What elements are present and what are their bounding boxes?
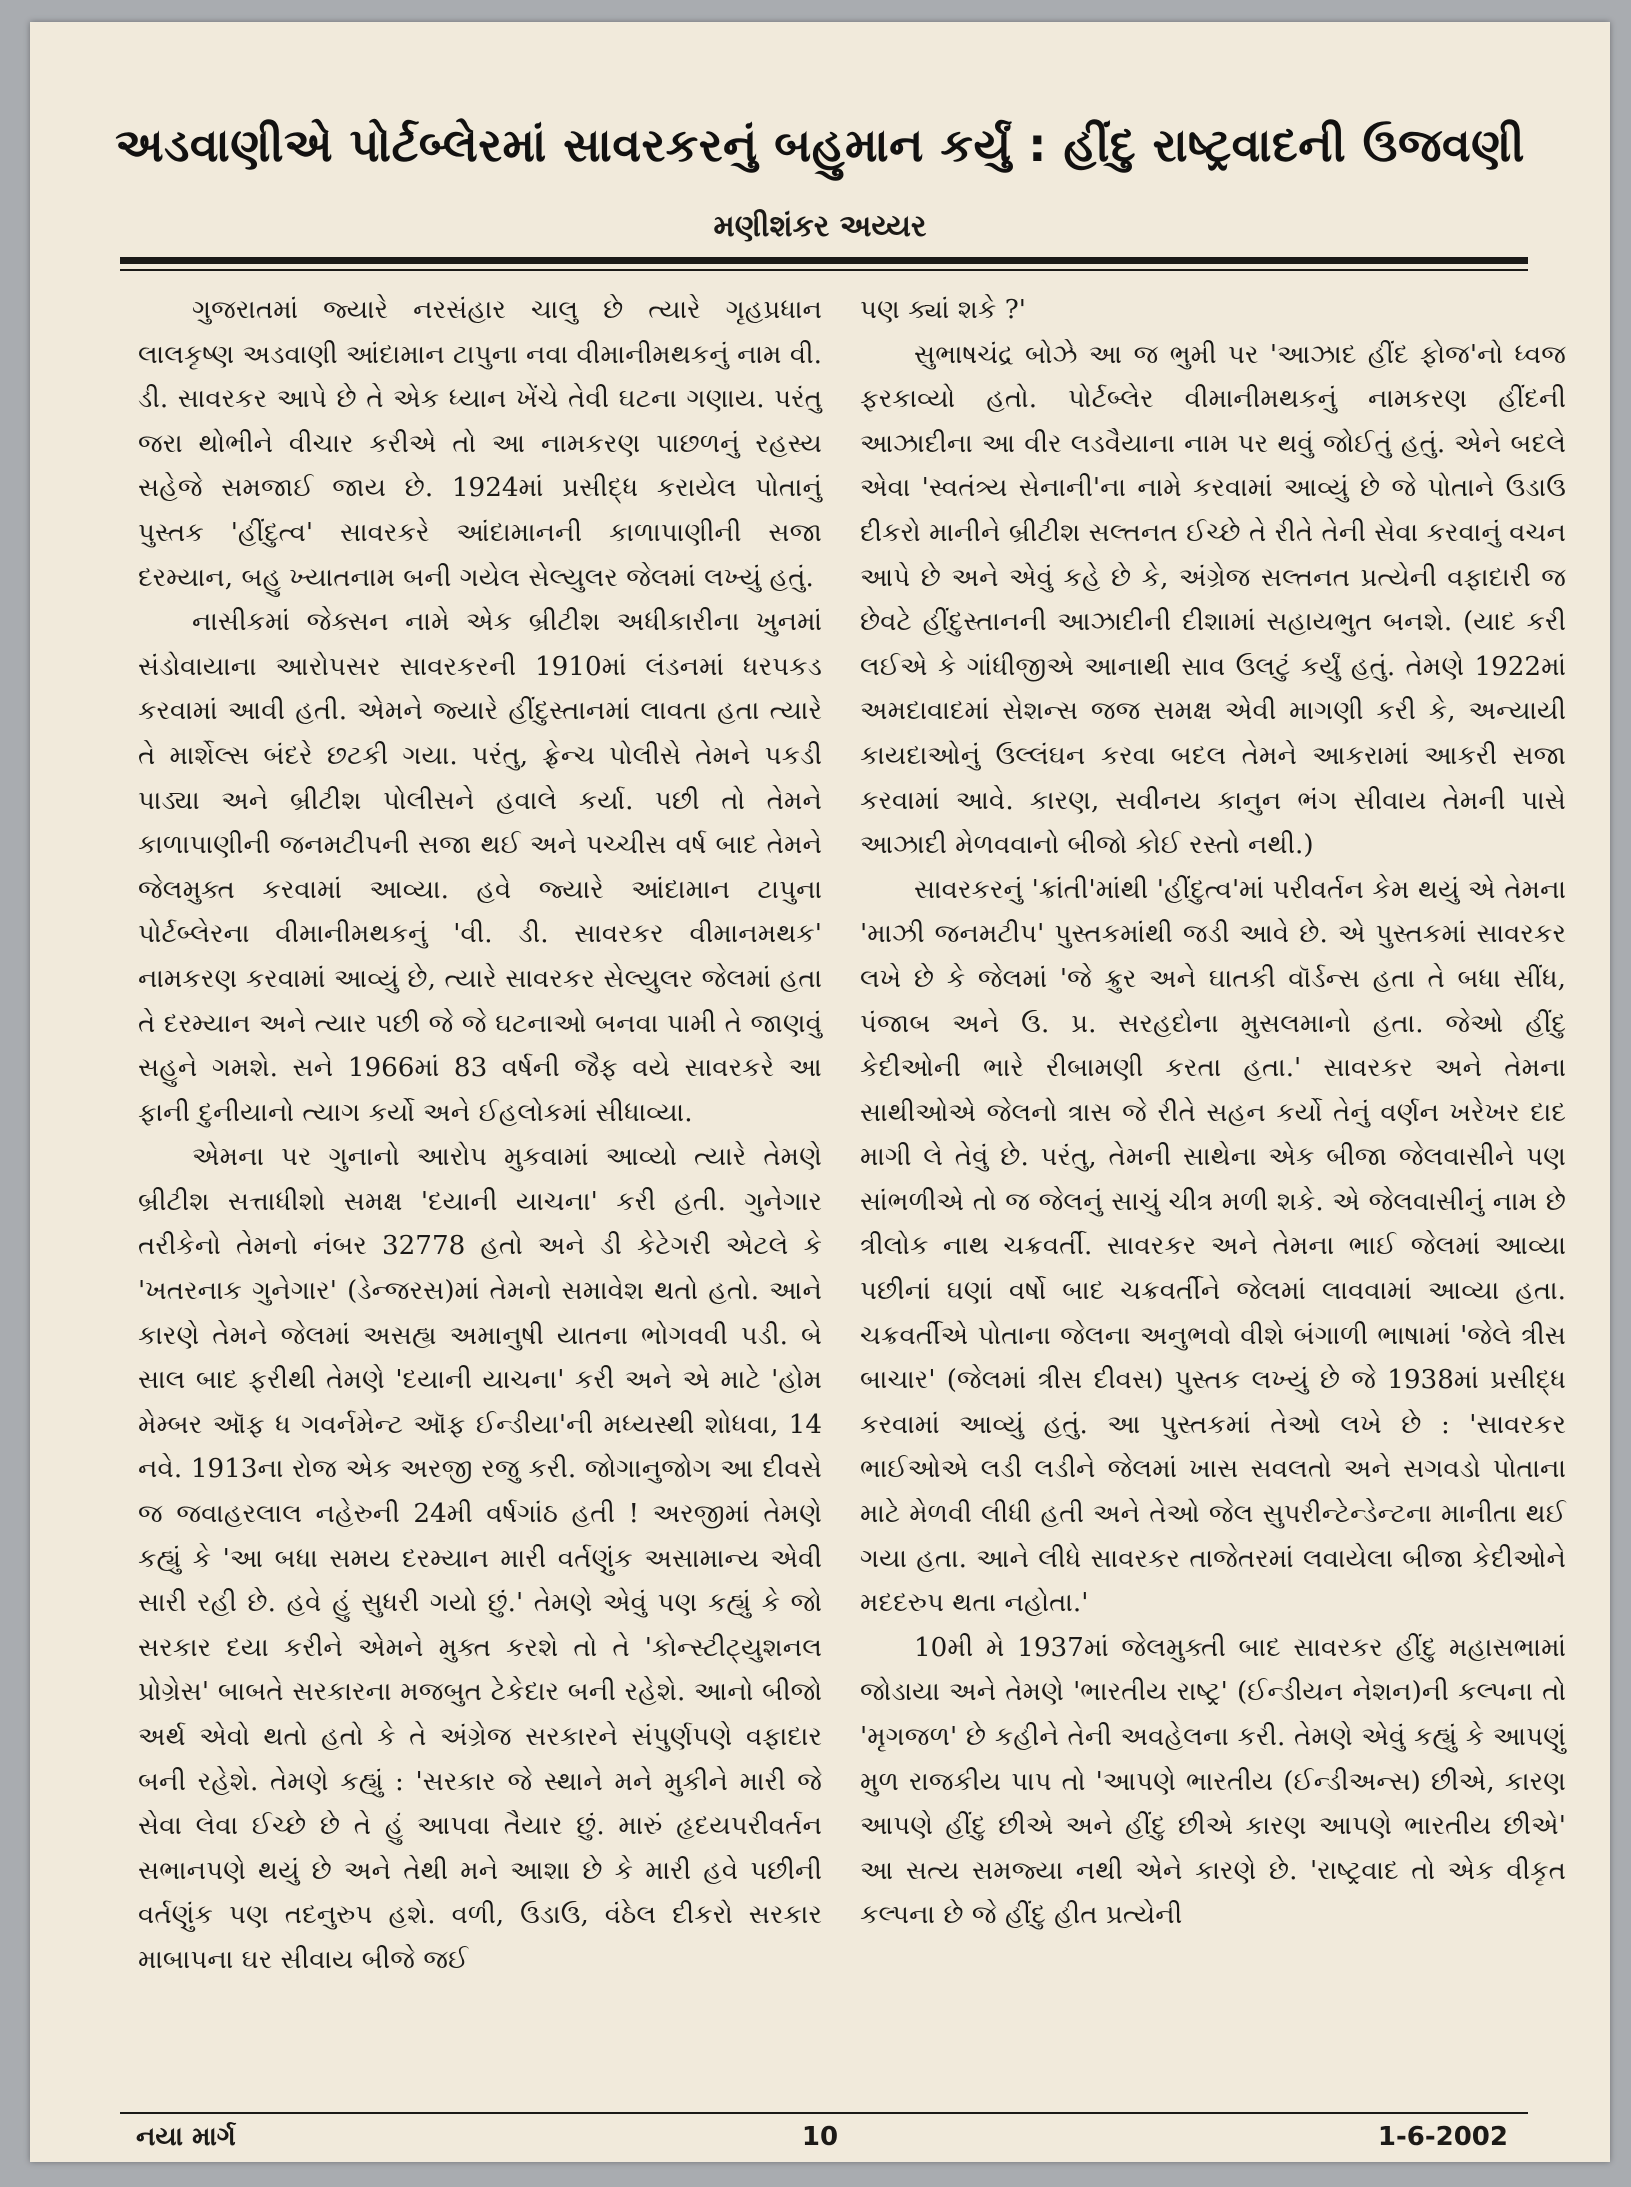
paragraph: 10મી મે 1937માં જેલમુક્તી બાદ સાવરકર હીંદુ મહાસભામાં જોડાયા અને તેમણે 'ભારતીય રાષ્ટ્ર' (ઈન્ડીયન નેશન)ની કલ્પના તો 'મૃગજળ' છે કહીને તેની અવહેલના કરી. તેમણે એવું કહ્યું કે આપણું મુળ રાજકીય પાપ તો 'આપણે ભારતીય (ઈન્ડીઅન્સ) છીએ, કારણ આપણે હીંદુ છીએ અને હીંદુ છીએ કારણ આપણે ભારતીય છીએ' આ સત્ય સમજ્યા નથી એને કારણે છે. 'રાષ્ટ્રવાદ તો એક વીકૃત કલ્પના છે જે હીંદુ હીત પ્રત્યેની (860, 1632, 1566, 1931)
magazine-page (30, 22, 1610, 2162)
article-column-right (860, 288, 1566, 1938)
page-number: 10 (801, 2122, 839, 2152)
paragraph: સુભાષચંદ્ર બોઝે આ જ ભુમી પર 'આઝાદ હીંદ ફોજ'નો ધ્વજ ફરકાવ્યો હતો. પોર્ટબ્લેર વીમાનીમથકનું નામકરણ હીંદની આઝાદીના આ વીર લડવૈયાના નામ પર થવું જોઈતું હતું. એને બદલે એવા 'સ્વતંત્ર્ય સેનાની'ના નામે કરવામાં આવ્યું છે જે પોતાને ઉડાઉ દીકરો માનીને બ્રીટીશ સલ્તનત ઈચ્છે તે રીતે તેની સેવા કરવાનું વચન આપે છે અને એવું કહે છે કે, અંગ્રેજ સલ્તનત પ્રત્યેની વફાદારી જ છેવટે હીંદુસ્તાનની આઝાદીની દીશામાં સહાયભુત બનશે. (યાદ કરી લઈએ કે ગાંધીજીએ આનાથી સાવ ઉલટું કર્યું હતું. તેમણે 1922માં અમદાવાદમાં સેશન્સ જજ સમક્ષ એવી માગણી કરી કે, અન્યાયી કાયદાઓનું ઉલ્લંઘન કરવા બદલ તેમને આકરામાં આકરી સજા કરવામાં આવે. કારણ, સવીનય કાનુન ભંગ સીવાય તેમની પાસે આઝાદી મેળવવાનો બીજો કોઈ રસ્તો નથી.) (860, 339, 1566, 861)
header-divider-thin (120, 269, 1528, 271)
paragraph: સાવરકરનું 'ક્રાંતી'માંથી 'હીંદુત્વ'માં પરીવર્તન કેમ થયું એ તેમના 'માઝી જનમટીપ' પુસ્તકમાંથી જડી આવે છે. એ પુસ્તકમાં સાવરકર લખે છે કે જેલમાં 'જે ક્રુર અને ઘાતકી વૉર્ડન્સ હતા તે બધા સીંધ, પંજાબ અને ઉ. પ્ર. સરહદોના મુસલમાનો હતા. જેઓ હીંદુ કેદીઓની ભારે રીબામણી કરતા હતા.' સાવરકર અને તેમના સાથીઓએ જેલનો ત્રાસ જે રીતે સહન કર્યો તેનું વર્ણન ખરેખર દાદ માગી લે તેવું છે. પરંતુ, તેમની સાથેના એક બીજા જેલવાસીને પણ સાંભળીએ તો જ જેલનું સાચું ચીત્ર મળી શકે. એ જેલવાસીનું નામ છે ત્રીલોક નાથ ચક્રવર્તી. સાવરકર અને તેમના ભાઈ જેલમાં આવ્યા પછીનાં ઘણાં વર્ષો બાદ ચક્રવર્તીને જેલમાં લાવવામાં આવ્યા હતા. ચક્રવર્તીએ પોતાના જેલના અનુભવો વીશે બંગાળી ભાષામાં 'જેલે ત્રીસ બાચાર' (જેલમાં ત્રીસ દીવસ) પુસ્તક લખ્યું છે જે 1938માં પ્રસીદ્ધ કરવામાં આવ્યું હતું. આ પુસ્તકમાં તેઓ લખે છે : 'સાવરકર ભાઈઓએ લડી લડીને જેલમાં ખાસ સવલતો અને સગવડો પોતાના માટે મેળવી લીધી હતી અને તેઓ જેલ સુપરીન્ટેન્ડેન્ટના માનીતા થઈ ગયા હતા. આને લીધે સાવરકર તાજેતરમાં લવાયેલા બીજા કેદીઓને મદદરુપ થતા નહોતા.' (860, 874, 1566, 1619)
paragraph-continuation: પણ ક્યાં શકે ?' (860, 295, 1026, 325)
header-divider-thick (120, 257, 1528, 264)
paragraph: નાસીકમાં જેક્સન નામે એક બ્રીટીશ અધીકારીના ખુનમાં સંડોવાયાના આરોપસર સાવરકરની 1910માં લંડનમાં ધરપકડ કરવામાં આવી હતી. એમને જ્યારે હીંદુસ્તાનમાં લાવતા હતા ત્યારે તે માર્શેલ્સ બંદરે છટકી ગયા. પરંતુ, ફ્રેન્ચ પોલીસે તેમને પકડી પાડ્યા અને બ્રીટીશ પોલીસને હવાલે કર્યા. પછી તો તેમને કાળાપાણીની જનમટીપની સજા થઈ અને પચ્ચીસ વર્ષ બાદ તેમને જેલમુક્ત કરવામાં આવ્યા. હવે જ્યારે આંદામાન ટાપુના પોર્ટબ્લેરના વીમાનીમથકનું 'વી. ડી. સાવરકર વીમાનમથક' નામકરણ કરવામાં આવ્યું છે, ત્યારે સાવરકર સેલ્યુલર જેલમાં હતા તે દરમ્યાન અને ત્યાર પછી જે જે ઘટનાઓ બનવા પામી તે જાણવું સહુને ગમશે. સને 1966માં 83 વર્ષની જૈફ વયે સાવરકરે આ ફાની દુનીયાનો ત્યાગ કર્યો અને ઈહલોકમાં સીધાવ્યા. (138, 607, 822, 1128)
publication-name: નયા માર્ગ (136, 2122, 236, 2152)
article-byline: મણીશંકર અય્યર (713, 209, 927, 244)
footer-divider (120, 2112, 1528, 2114)
article-headline: અડવાણીએ પોર્ટબ્લેરમાં સાવરકરનું બહુમાન કર્યું : હીંદુ રાષ્ટ્રવાદની ઉજવણી (115, 118, 1525, 172)
issue-date: 1-6-2002 (1377, 2122, 1508, 2152)
paragraph: ગુજરાતમાં જ્યારે નરસંહાર ચાલુ છે ત્યારે ગૃહપ્રધાન લાલકૃષ્ણ અડવાણી આંદામાન ટાપુના નવા વીમાનીમથકનું નામ વી. ડી. સાવરકર આપે છે તે એક ધ્યાન ખેંચે તેવી ઘટના ગણાય. પરંતુ જરા થોભીને વીચાર કરીએ તો આ નામકરણ પાછળનું રહસ્ય સહેજે સમજાઈ જાય છે. 1924માં પ્રસીદ્ધ કરાયેલ પોતાનું પુસ્તક 'હીંદુત્વ' સાવરકરે આંદામાનની કાળાપાણીની સજા દરમ્યાન, બહુ ખ્યાતનામ બની ગયેલ સેલ્યુલર જેલમાં લખ્યું હતું. (138, 295, 822, 593)
article-column-left (138, 288, 822, 1983)
paragraph: એમના પર ગુનાનો આરોપ મુકવામાં આવ્યો ત્યારે તેમણે બ્રીટીશ સત્તાધીશો સમક્ષ 'દયાની યાચના' કરી હતી. ગુનેગાર તરીકેનો તેમનો નંબર 32778 હતો અને ડી કેટેગરી એટલે કે 'ખતરનાક ગુનેગાર' (ડેન્જરસ)માં તેમનો સમાવેશ થતો હતો. આને કારણે તેમને જેલમાં અસહ્ય અમાનુષી યાતના ભોગવવી પડી. બે સાલ બાદ ફરીથી તેમણે 'દયાની યાચના' કરી અને એ માટે 'હોમ મેમ્બર ઑફ ધ ગવર્નમેન્ટ ઑફ ઈન્ડીયા'ની મધ્યસ્થી શોધવા, 14 નવે. 1913ના રોજ એક અરજી રજુ કરી. જોગાનુજોગ આ દીવસે જ જવાહરલાલ નહેરુની 24મી વર્ષગાંઠ હતી ! અરજીમાં તેમણે કહ્યું કે 'આ બધા સમય દરમ્યાન મારી વર્તણુંક અસામાન્ય એવી સારી રહી છે. હવે હું સુધરી ગયો છું.' તેમણે એવું પણ કહ્યું કે જો સરકાર દયા કરીને એમને મુક્ત કરશે તો તે 'કોન્સ્ટીટ્યુશનલ પ્રોગ્રેસ' બાબતે સરકારના મજબુત ટેકેદાર બની રહેશે. આનો બીજો અર્થ એવો થતો હતો કે તે અંગ્રેજ સરકારને સંપુર્ણપણે વફાદાર બની રહેશે. તેમણે કહ્યું : 'સરકાર જે સ્થાને મને મુકીને મારી જે સેવા લેવા ઈચ્છે છે તે હું આપવા તૈયાર છું. મારું હૃદયપરીવર્તન સભાનપણે થયું છે અને તેથી મને આશા છે કે મારી હવે પછીની વર્તણુંક પણ તદનુરુપ હશે. વળી, ઉડાઉ, વંઠેલ દીકરો સરકાર માબાપના ઘર સીવાય બીજે જઈ (138, 1142, 822, 1975)
